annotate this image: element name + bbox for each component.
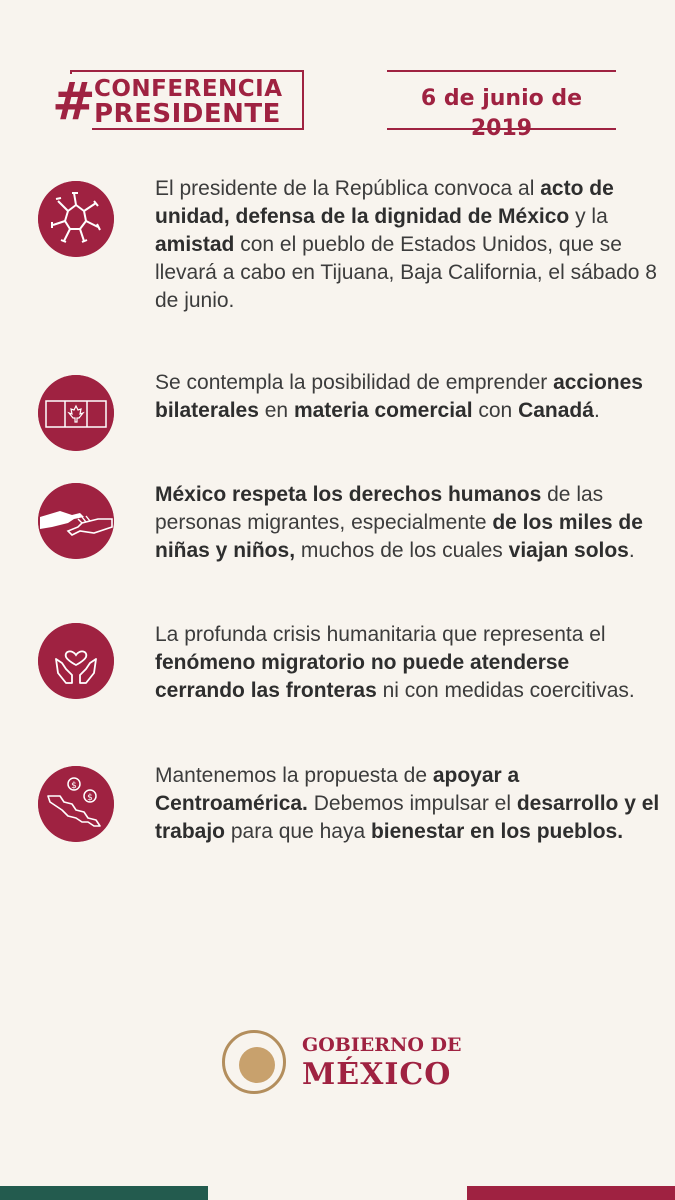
national-seal-icon (222, 1030, 286, 1094)
text-segment: ni con medidas coercitivas. (376, 679, 635, 702)
hashtag-line-1: CONFERENCIA (94, 76, 283, 102)
green-stripe (0, 1186, 208, 1200)
hashtag-line-2: PRESIDENTE (94, 99, 281, 129)
text-segment: Se contempla la posibilidad de emprender (155, 371, 554, 394)
text-segment: . (628, 539, 635, 562)
text-segment-bold: Canadá (518, 399, 594, 422)
logo-line-2: MÉXICO (302, 1057, 452, 1092)
text-segment-bold: fenómeno migratorio no puede atenderse cerrando las fronteras (155, 651, 570, 702)
text-segment-bold: de los miles de niñas y niños, (155, 511, 643, 562)
text-segment-bold: desarrollo y el trabajo (155, 792, 660, 843)
text-segment-bold: viajan solos (508, 539, 629, 562)
text-segment-bold: apoyar a Centroamérica. (155, 764, 520, 815)
hash-symbol: # (52, 72, 96, 132)
text-segment: en (258, 399, 294, 422)
item-text (155, 481, 660, 565)
text-segment-bold: acto de unidad, defensa de la dignidad de México (155, 177, 614, 228)
date: 6 de junio de 2019 (420, 86, 583, 141)
canada-flag-icon (38, 375, 114, 451)
svg-text:$: $ (71, 781, 77, 791)
text-segment-bold: materia comercial (293, 399, 473, 422)
text-segment-bold: acciones bilaterales (155, 371, 643, 422)
text-segment: Mantenemos la propuesta de (155, 764, 433, 787)
text-segment: y la (569, 205, 608, 228)
text-segment: . (593, 399, 600, 422)
header (0, 0, 675, 150)
text-segment-bold: México respeta los derechos humanos (155, 483, 542, 506)
text-segment-bold: bienestar en los pueblos. (370, 820, 624, 843)
joined-hands-icon (38, 181, 114, 257)
text-segment: para que haya (225, 820, 371, 843)
item-text (155, 762, 660, 846)
item-text (155, 369, 660, 425)
logo-line-1: GOBIERNO DE (302, 1034, 462, 1056)
text-segment: muchos de los cuales (295, 539, 509, 562)
text-segment-bold: amistad (155, 233, 235, 256)
text-segment: con (472, 399, 519, 422)
text-segment: con el pueblo de Estados Unidos, que se llevará a cabo en Tijuana, Baja California, el sábado 8 de junio. (155, 233, 657, 312)
text-segment: Debemos impulsar el (307, 792, 517, 815)
item-text (155, 175, 660, 315)
gobierno-de-mexico-logo (222, 1030, 462, 1094)
eagle-emblem-icon (239, 1047, 275, 1083)
text-segment: El presidente de la República convoca al (155, 177, 541, 200)
svg-text:$: $ (87, 793, 93, 803)
text-segment: La profunda crisis humanitaria que representa el (155, 623, 606, 646)
central-america-map-coins-icon (38, 766, 114, 842)
helping-hands-icon (38, 483, 114, 559)
red-stripe (467, 1186, 675, 1200)
heart-hands-icon (38, 623, 114, 699)
text-segment: de las personas migrantes, especialmente (155, 483, 604, 534)
item-text (155, 621, 660, 705)
